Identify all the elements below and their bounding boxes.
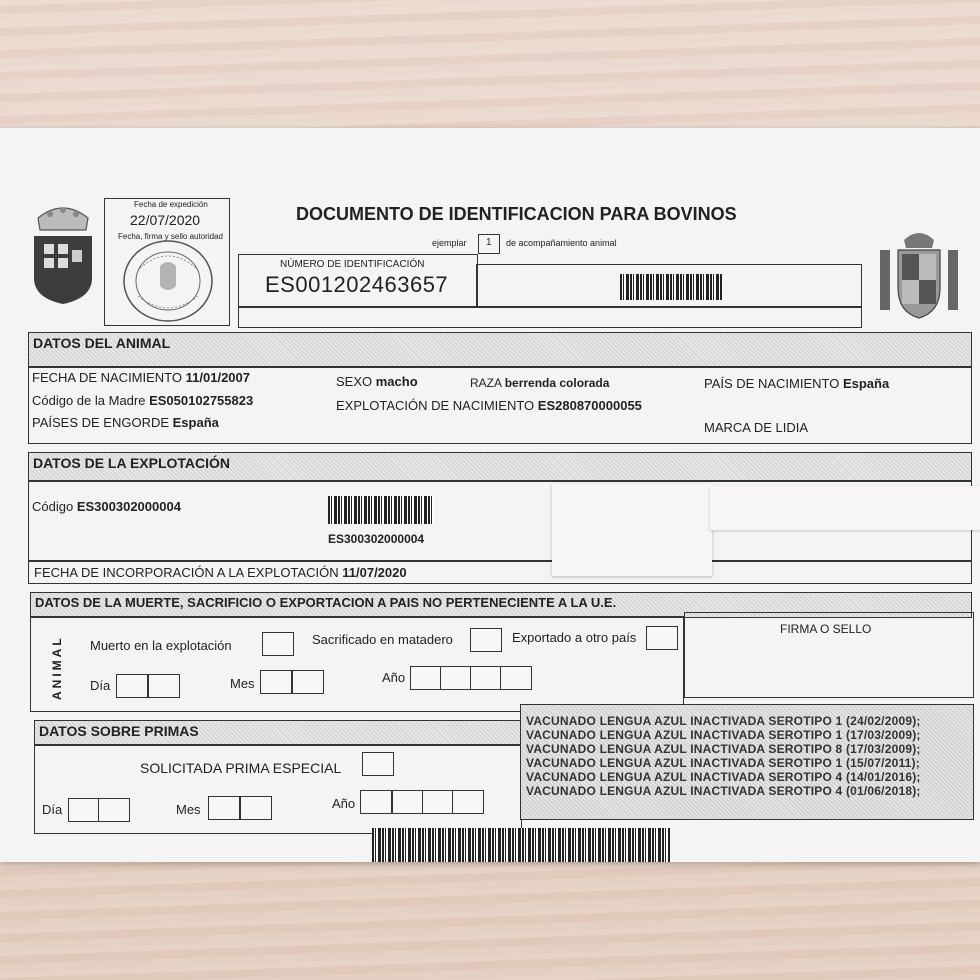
exported-label: Exportado a otro país [512,630,637,645]
birth-date-label: FECHA DE NACIMIENTO 11/01/2007 [32,370,250,385]
birth-date-value: 11/01/2007 [185,370,250,385]
id-barcode [620,274,722,300]
premium-month-label: Mes [176,802,201,817]
table-surface-bottom [0,862,980,980]
incorporation-label: FECHA DE INCORPORACIÓN A LA EXPLOTACIÓN 11/07/2020 [34,565,407,580]
mother-code-value: ES050102755823 [149,393,254,408]
death-day-label: Día [90,678,111,693]
copy-number: 1 [486,237,492,248]
premium-day-field[interactable] [68,798,100,822]
document-title: DOCUMENTO DE IDENTIFICACION PARA BOVINOS [296,204,737,224]
id-number-value: ES001202463657 [265,272,449,297]
birth-farm-value: ES280870000055 [537,398,642,413]
birth-farm-label: EXPLOTACIÓN DE NACIMIENTO ES280870000055 [336,398,642,413]
vaccination-line: VACUNADO LENGUA AZUL INACTIVADA SEROTIPO 4 (14/01/2016); [526,770,921,784]
vaccination-line: VACUNADO LENGUA AZUL INACTIVADA SEROTIPO 4 (01/06/2018); [526,784,921,798]
premium-month-field[interactable] [208,796,240,820]
death-year-field[interactable] [440,666,472,690]
death-day-field[interactable] [148,674,180,698]
death-section-header: DATOS DE LA MUERTE, SACRIFICIO O EXPORTACION A PAIS NO PERTENECIENTE A LA U.E. [30,592,972,618]
official-stamp [120,238,216,324]
died-on-farm-label: Muerto en la explotación [90,638,232,653]
table-surface-top [0,0,980,128]
farm-barcode-text: ES300302000004 [328,532,425,546]
exported-checkbox[interactable] [646,626,678,650]
birth-country-label: PAÍS DE NACIMIENTO España [704,376,890,391]
special-premium-label: SOLICITADA PRIMA ESPECIAL [140,760,342,776]
death-year-field[interactable] [470,666,502,690]
death-year-field[interactable] [410,666,442,690]
id-number-label: NÚMERO DE IDENTIFICACIÓN [280,259,425,270]
copy-label: ejemplar [432,238,467,248]
issue-date-label: Fecha de expedición [134,200,208,209]
vaccination-line: VACUNADO LENGUA AZUL INACTIVADA SEROTIPO 1 (15/07/2011); [526,756,920,770]
bottom-barcode [372,828,670,862]
premium-year-label: Año [332,796,356,811]
premium-year-field[interactable] [360,790,392,814]
premium-day-field[interactable] [98,798,130,822]
mother-code-label: Código de la Madre ES050102755823 [32,393,254,408]
slaughtered-checkbox[interactable] [470,628,502,652]
death-month-field[interactable] [260,670,292,694]
premium-year-field[interactable] [452,790,484,814]
farm-barcode [328,496,434,524]
spain-coat-of-arms-logo [876,226,962,320]
animal-side-label: ANIMAL [50,635,64,700]
premium-year-field[interactable] [392,790,424,814]
premium-month-field[interactable] [240,796,272,820]
vaccination-line: VACUNADO LENGUA AZUL INACTIVADA SEROTIPO 8 (17/03/2009); [526,742,921,756]
death-month-field[interactable] [292,670,324,694]
slaughtered-label: Sacrificado en matadero [312,632,453,647]
death-year-field[interactable] [500,666,532,690]
birth-country-value: España [842,376,890,391]
covering-sticker [552,484,712,576]
fattening-countries-value: España [172,415,219,430]
region-crest-logo [30,200,96,308]
death-year-label: Año [382,670,406,685]
incorporation-value: 11/07/2020 [342,565,407,580]
premium-year-field[interactable] [422,790,454,814]
farm-code-label: Código ES300302000004 [32,499,181,514]
sex-value: macho [375,374,418,389]
signature-label: FIRMA O SELLO [780,622,872,636]
stamp-label: Fecha, firma y sello autoridad [118,232,223,241]
id-extra-box [238,306,862,328]
animal-section-header: DATOS DEL ANIMAL [28,332,972,368]
vaccination-line: VACUNADO LENGUA AZUL INACTIVADA SEROTIPO 1 (17/03/2009); [526,728,921,742]
death-day-field[interactable] [116,674,148,698]
death-month-label: Mes [230,676,255,691]
brand-mark: MARCA DE LIDIA [704,420,809,435]
copy-suffix: de acompañamiento animal [506,238,617,248]
sex-label: SEXO macho [336,374,418,389]
farm-code-value: ES300302000004 [76,499,181,514]
special-premium-checkbox[interactable] [362,752,394,776]
vaccination-line: VACUNADO LENGUA AZUL INACTIVADA SEROTIPO 1 (24/02/2009); [526,714,921,728]
covering-sticker-strip [710,486,980,530]
breed-label: RAZA berrenda colorada [470,376,610,390]
died-on-farm-checkbox[interactable] [262,632,294,656]
farm-section-header: DATOS DE LA EXPLOTACIÓN [28,452,972,482]
breed-value: berrenda colorada [504,376,610,390]
premiums-section-header: DATOS SOBRE PRIMAS [34,720,522,746]
premium-day-label: Día [42,802,63,817]
fattening-countries-label: PAÍSES DE ENGORDE España [32,415,219,430]
issue-date-value: 22/07/2020 [130,212,201,228]
